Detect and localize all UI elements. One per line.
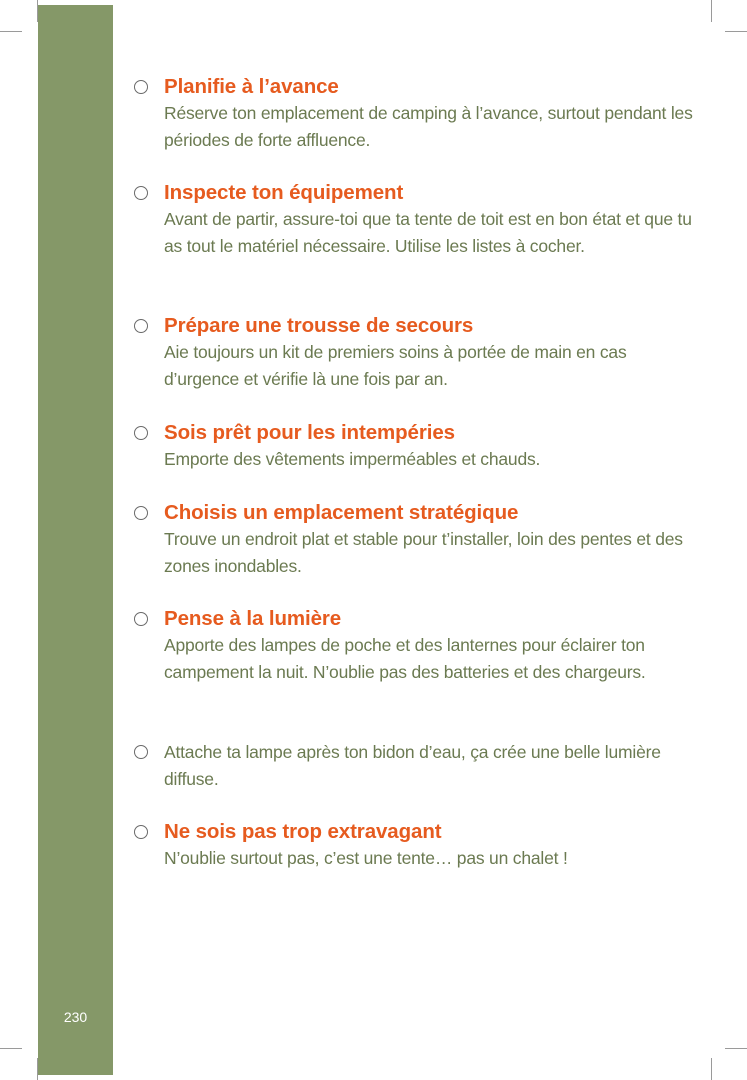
tip-body: Emporte des vêtements imperméables et chauds. (164, 449, 541, 469)
tip-title: Prépare une trousse de secours (164, 314, 474, 337)
tip-item (134, 500, 694, 579)
circle-bullet-icon (134, 426, 148, 440)
section-title: TRUCS DE PROS DU CAMPING (111, 464, 152, 991)
tip-body: Trouve un endroit plat et stable pour t’installer, loin des pentes et des zones inondables. (164, 529, 683, 576)
tip-title: Planifie à l’avance (164, 75, 339, 98)
circle-bullet-icon (134, 319, 148, 333)
circle-bullet-icon (134, 745, 148, 759)
tip-body: Réserve ton emplacement de camping à l’avance, surtout pendant les périodes de forte affluence. (164, 103, 693, 150)
tip-item (134, 180, 694, 259)
tip-body: N’oublie surtout pas, c’est une tente… pas un chalet ! (164, 848, 568, 868)
tip-title: Ne sois pas trop extravagant (164, 820, 442, 843)
circle-bullet-icon (134, 80, 148, 94)
tip-body: Avant de partir, assure-toi que ta tente de toit est en bon état et que tu as tout le matériel nécessaire. Utilise les listes à cocher. (164, 209, 692, 256)
tip-item (134, 819, 694, 872)
tip-body: Aie toujours un kit de premiers soins à portée de main en cas d’urgence et vérifie là une fois par an. (164, 342, 627, 389)
tip-body: Attache ta lampe après ton bidon d’eau, ça crée une belle lumière diffuse. (164, 742, 661, 789)
tip-item (134, 313, 694, 392)
tip-item (134, 420, 694, 473)
tip-body: Apporte des lampes de poche et des lanternes pour éclairer ton campement la nuit. N’oublie pas des batteries et des chargeurs. (164, 635, 646, 682)
tip-item (134, 739, 694, 792)
tip-title: Sois prêt pour les intempéries (164, 421, 455, 444)
tip-item (134, 606, 694, 685)
circle-bullet-icon (134, 506, 148, 520)
circle-bullet-icon (134, 612, 148, 626)
circle-bullet-icon (134, 825, 148, 839)
tip-title: Pense à la lumière (164, 607, 342, 630)
page-number: 230 (63, 1009, 88, 1025)
tip-title: Choisis un emplacement stratégique (164, 501, 519, 524)
tip-item (134, 74, 694, 153)
tip-title: Inspecte ton équipement (164, 181, 404, 204)
circle-bullet-icon (134, 186, 148, 200)
